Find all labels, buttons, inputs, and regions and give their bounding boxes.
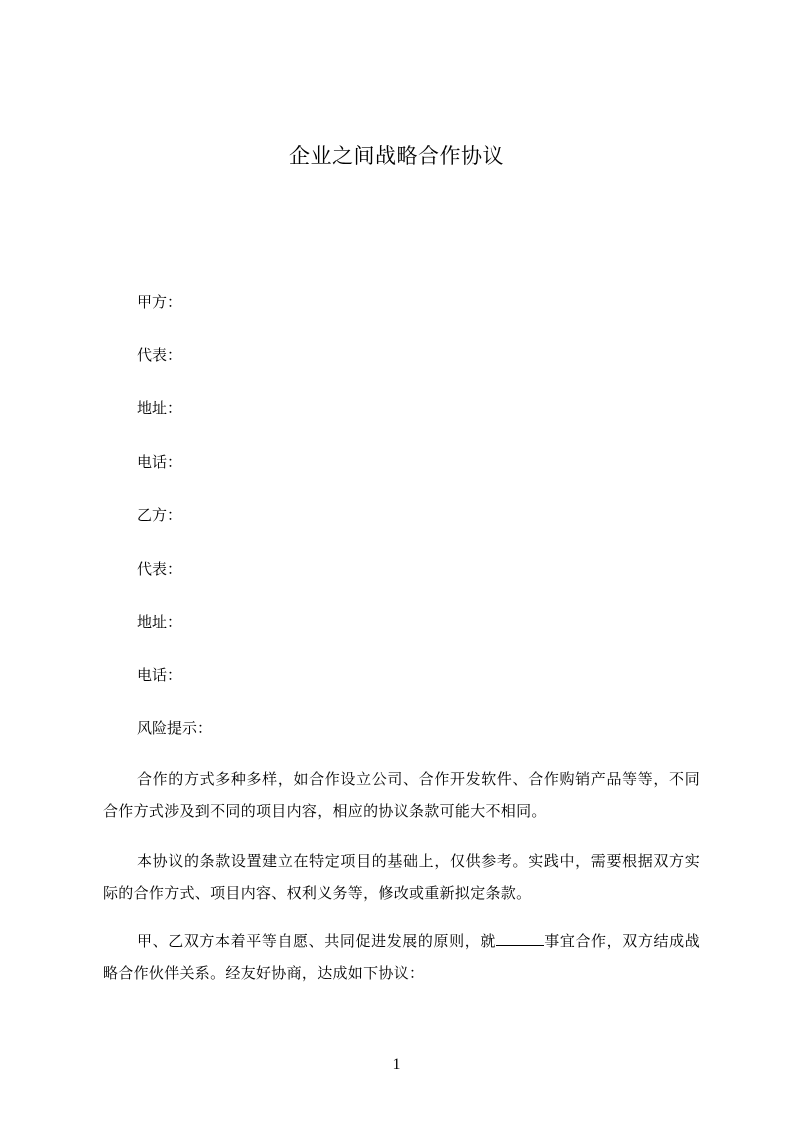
- risk-paragraph-2: 本协议的条款设置建立在特定项目的基础上，仅供参考。实践中，需要根据双方实际的合作方式、项目内容、权利义务等，修改或重新拟定条款。: [103, 852, 700, 902]
- party-b-label: 乙方：: [137, 506, 183, 524]
- party-b-address-label: 地址：: [137, 613, 183, 631]
- agreement-intro-text-end: 事宜合作，双方结成战略合作伙伴关系。经友好协商，达成如下协议：: [103, 932, 700, 982]
- party-b-representative-label: 代表：: [137, 560, 183, 578]
- party-b-phone-label: 电话：: [137, 666, 183, 684]
- document-title: 企业之间战略合作协议: [289, 144, 504, 168]
- agreement-intro-text-start: 甲、乙双方本着平等自愿、共同促进发展的原则，就: [137, 932, 496, 950]
- party-a-representative-label: 代表：: [137, 346, 183, 364]
- page-number: 1: [392, 1056, 401, 1073]
- party-a-phone-label: 电话：: [137, 453, 183, 471]
- party-a-label: 甲方：: [137, 293, 183, 311]
- matter-blank-line: [496, 931, 544, 946]
- risk-paragraph-1: 合作的方式多种多样，如合作设立公司、合作开发软件、合作购销产品等等，不同合作方式涉及到不同的项目内容，相应的协议条款可能大不相同。: [103, 770, 700, 820]
- risk-heading: 风险提示：: [137, 719, 213, 737]
- agreement-intro-paragraph: [103, 925, 700, 989]
- party-a-address-label: 地址：: [137, 399, 183, 417]
